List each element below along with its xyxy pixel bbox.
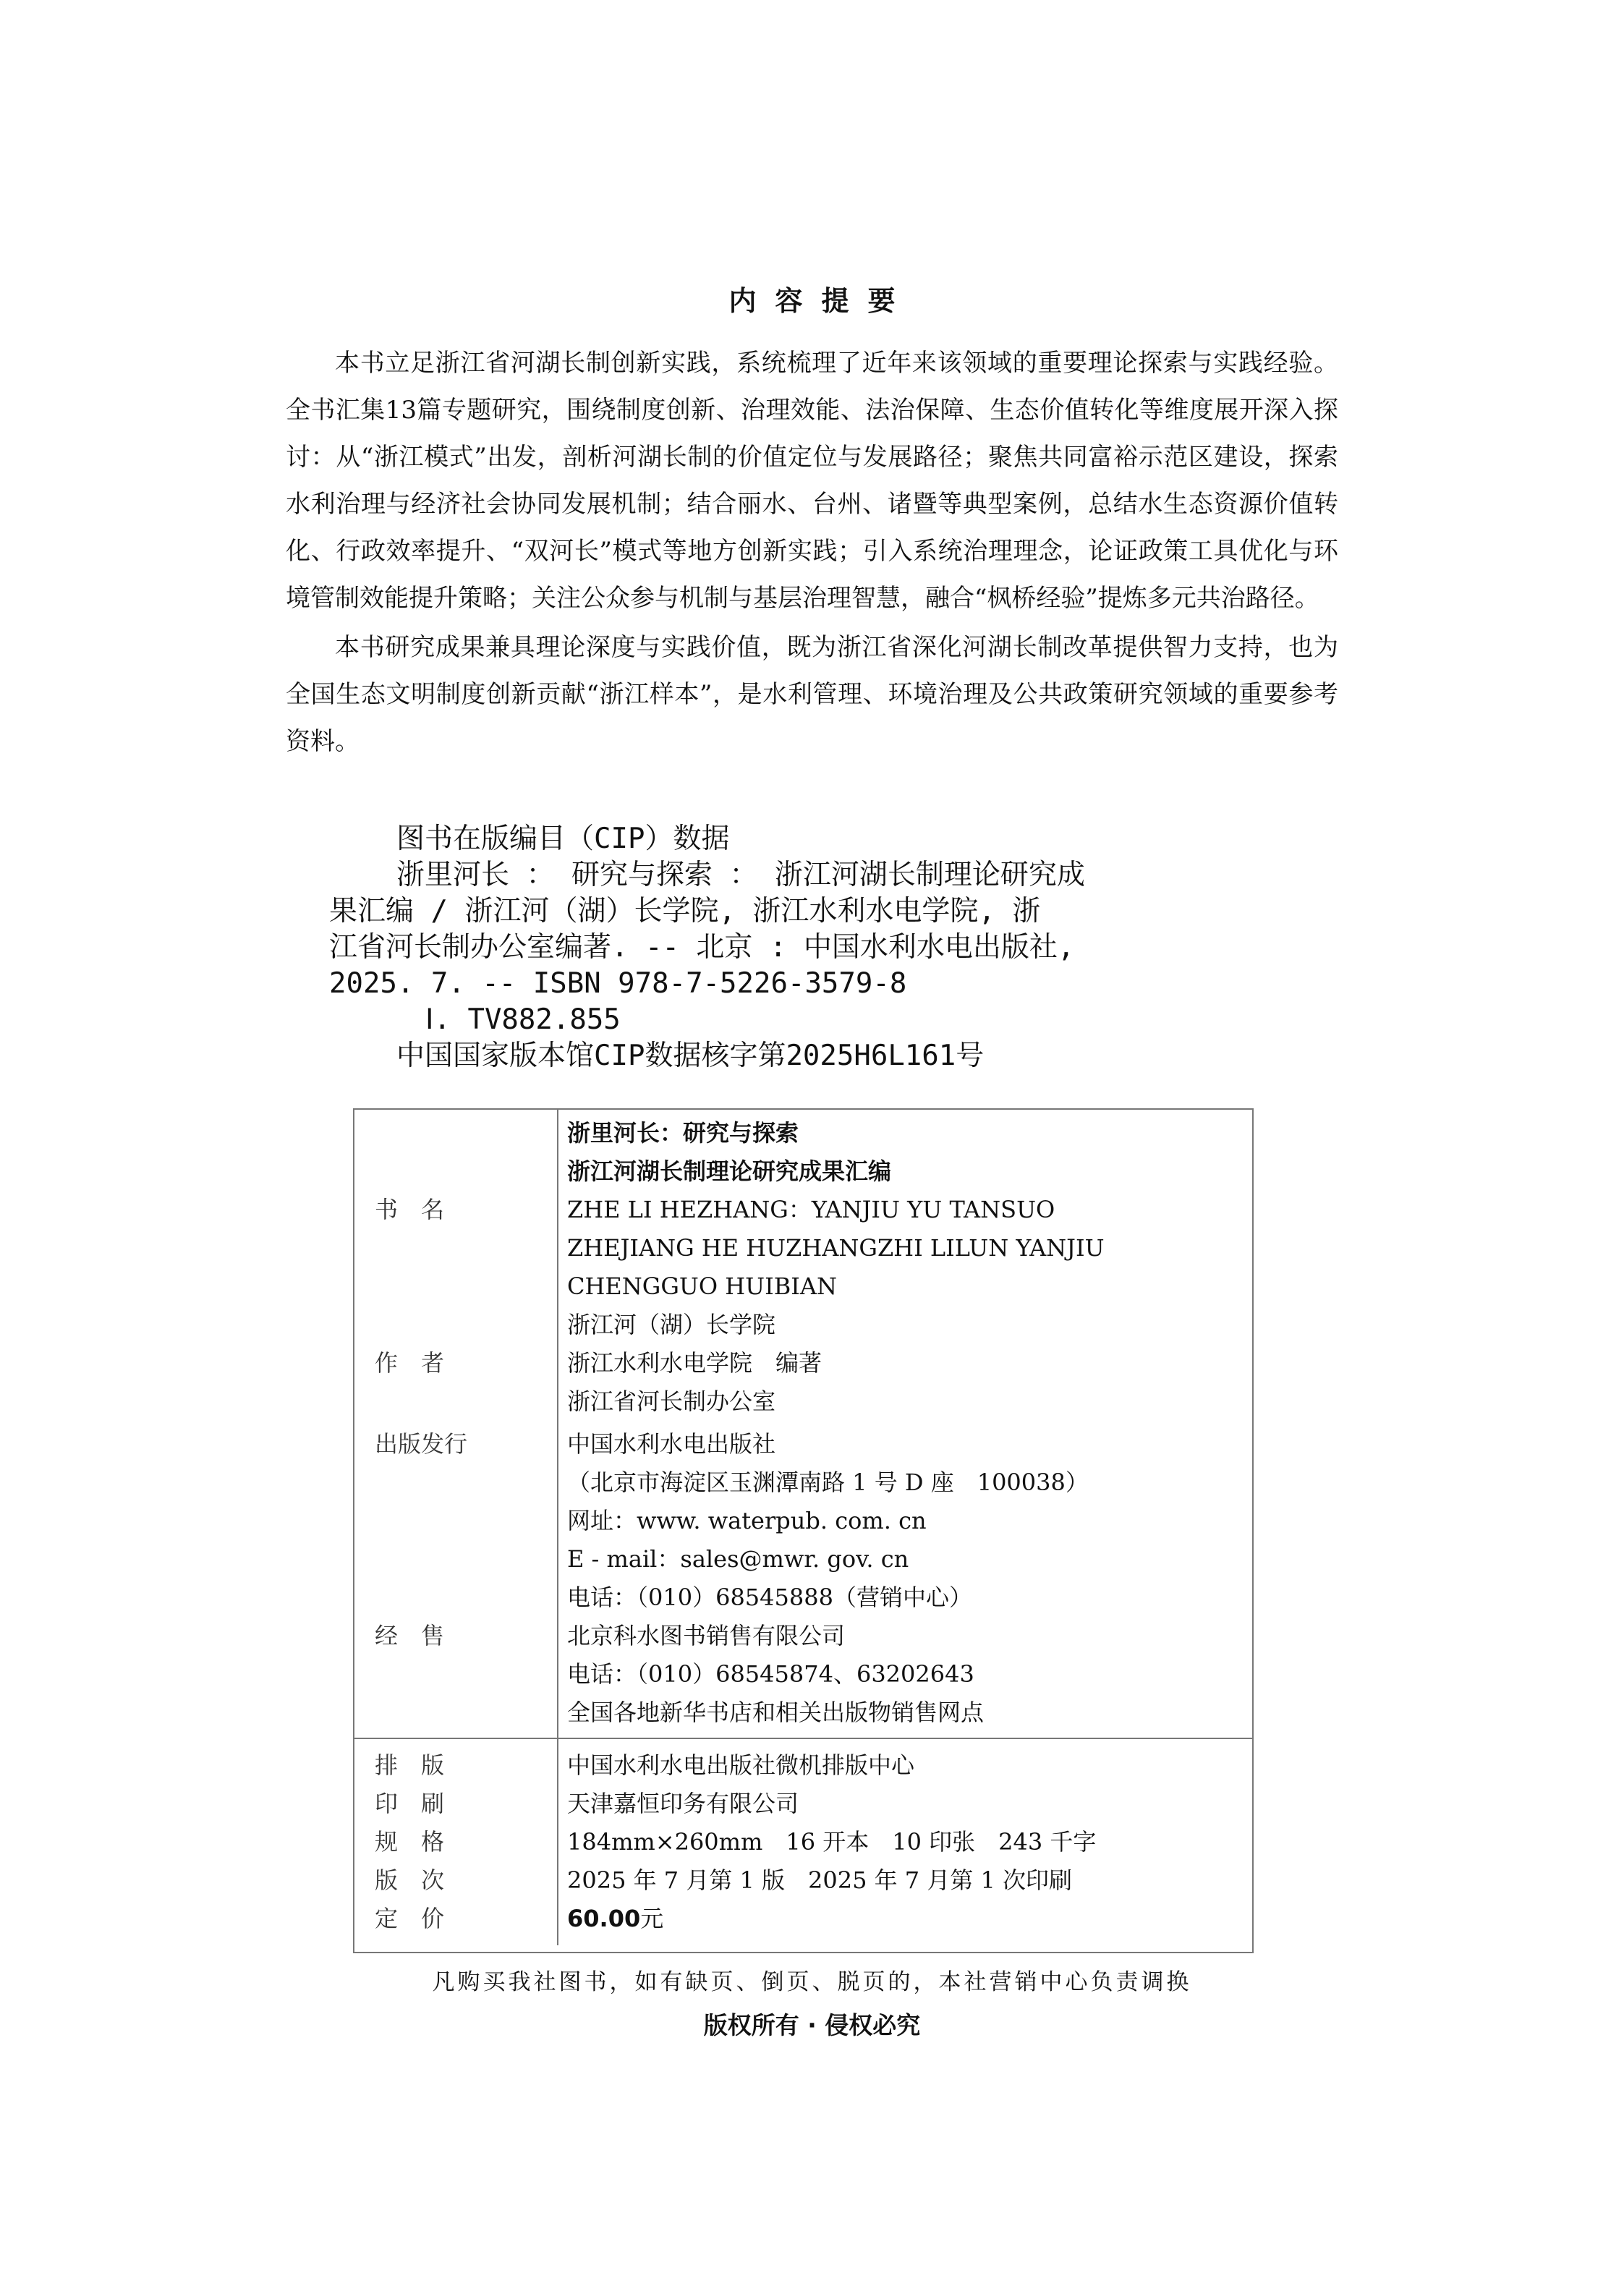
rights-statement: 版权所有 · 侵权必究 (703, 2011, 921, 2039)
publisher-address: （北京市海淀区玉渊潭南路 1 号 D 座 100038） (567, 1469, 1089, 1496)
publisher-label (353, 1425, 558, 1617)
author-line: 浙江省河长制办公室 (567, 1388, 776, 1415)
typeset-label (353, 1738, 558, 1785)
summary-body (286, 340, 1338, 768)
seller-phone: 电话：（010）68545874、63202643 (567, 1660, 974, 1688)
print-value: 天津嘉恒印务有限公司 (567, 1790, 799, 1817)
summary-paragraph-2: 本书研究成果兼具理论深度与实践价值，既为浙江省深化河湖长制改革提供智力支持，也为全国生态文明制度创新贡献“浙江样本”，是水利管理、环境治理及公共政策研究领域的重要参考资料。 (286, 633, 1338, 756)
author-line: 浙江水利水电学院 编著 (567, 1349, 822, 1377)
book-title-pinyin: ZHEJIANG HE HUZHANGZHI LILUN YANJIU (567, 1234, 1105, 1262)
author-label (353, 1306, 558, 1421)
label-text: 定 价 (375, 1905, 445, 1932)
book-title-value (558, 1108, 1254, 1306)
book-title-pinyin: ZHE LI HEZHANG：YANJIU YU TANSUO (567, 1196, 1055, 1223)
spec-value: 184mm×260mm 16 开本 10 印张 243 千字 (567, 1828, 1097, 1856)
label-text: 出版发行 (375, 1430, 468, 1458)
cip-classification: Ⅰ. TV882.855 (425, 1003, 621, 1036)
book-title-label (353, 1108, 558, 1306)
edition-value: 2025 年 7 月第 1 版 2025 年 7 月第 1 次印刷 (567, 1866, 1073, 1894)
book-title-pinyin: CHENGGUO HUIBIAN (567, 1273, 838, 1300)
price-unit: 元 (640, 1905, 664, 1932)
cip-line: 浙里河长 ： 研究与探索 ： 浙江河湖长制理论研究成 (396, 859, 1085, 891)
spec-label (353, 1823, 558, 1861)
seller-value (558, 1617, 1254, 1738)
author-value (558, 1306, 1254, 1421)
publication-info-table (353, 1108, 1254, 1945)
seller-label (353, 1617, 558, 1738)
summary-title: 内容提要 (728, 285, 914, 317)
label-text: 印 刷 (375, 1790, 445, 1817)
publisher-value (558, 1425, 1254, 1617)
replacement-notice: 凡购买我社图书，如有缺页、倒页、脱页的，本社营销中心负责调换 (432, 1969, 1192, 1995)
label-text: 版 次 (375, 1866, 445, 1894)
cip-data-block (329, 821, 1337, 1074)
typeset-value: 中国水利水电出版社微机排版中心 (558, 1738, 1254, 1785)
publisher-email: E - mail：sales@mwr. gov. cn (567, 1545, 909, 1573)
cip-approval-number: 中国国家版本馆CIP数据核字第2025H6L161号 (396, 1040, 985, 1072)
publisher-line: 中国水利水电出版社 (567, 1430, 776, 1458)
author-line: 浙江河（湖）长学院 (567, 1311, 776, 1338)
cip-line: 江省河长制办公室编著. -- 北京 : 中国水利水电出版社, (329, 931, 1075, 964)
summary-paragraph-1: 本书立足浙江省河湖长制创新实践，系统梳理了近年来该领域的重要理论探索与实践经验。全书汇集13篇专题研究，围绕制度创新、治理效能、法治保障、生态价值转化等维度展开深入探讨：从“浙江模式”出发，剖析河湖长制的价值定位与发展路径；聚焦共同富裕示范区建设，探索水利治理与经济社会协同发展机制；结合丽水、台州、诸暨等典型案例，总结水生态资源价值转化、行政效率提升、“双河长”模式等地方创新实践；引入系统治理理念，论证政策工具优化与环境管制效能提升策略；关注公众参与机制与基层治理智慧，融合“枫桥经验”提炼多元共治路径。 (286, 349, 1338, 613)
cip-heading: 图书在版编目（CIP）数据 (396, 823, 730, 855)
label-text: 书 名 (375, 1196, 445, 1223)
label-text: 作 者 (375, 1349, 445, 1377)
label-text: 排 版 (375, 1751, 445, 1779)
book-title-main: 浙里河长：研究与探索 (567, 1119, 799, 1147)
seller-line: 北京科水图书销售有限公司 (567, 1622, 846, 1649)
cip-line: 果汇编 / 浙江河（湖）长学院, 浙江水利水电学院, 浙 (329, 895, 1041, 927)
publisher-phone: 电话：（010）68545888（营销中心） (567, 1584, 972, 1611)
book-title-sub: 浙江河湖长制理论研究成果汇编 (567, 1157, 892, 1185)
edition-label (353, 1861, 558, 1900)
price-number: 60.00 (567, 1905, 641, 1932)
price-label (353, 1900, 558, 1945)
cip-line: 2025. 7. -- ISBN 978-7-5226-3579-8 (329, 967, 907, 1000)
seller-line: 全国各地新华书店和相关出版物销售网点 (567, 1699, 985, 1726)
label-text: 经 售 (375, 1622, 445, 1649)
price-value (558, 1900, 1254, 1945)
label-text: 规 格 (375, 1828, 445, 1856)
publisher-website: 网址：www. waterpub. com. cn (567, 1507, 927, 1534)
print-label (353, 1785, 558, 1823)
